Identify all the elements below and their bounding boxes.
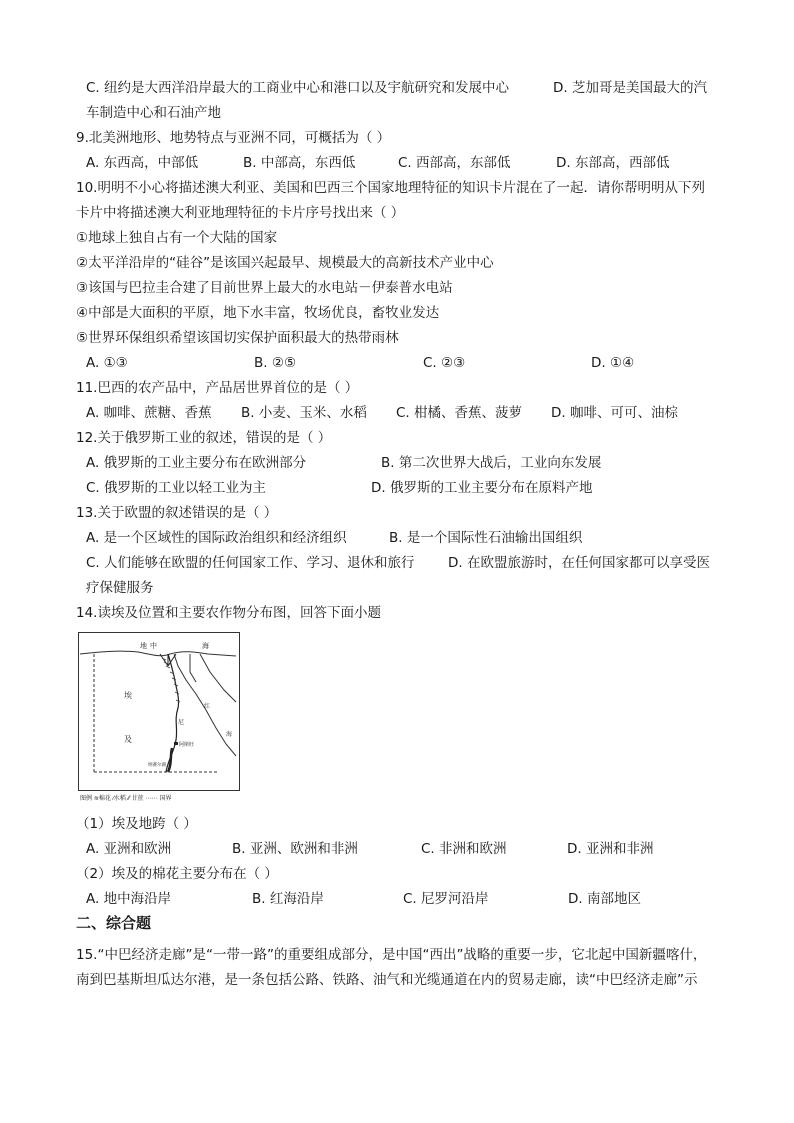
q10-card-2: ②太平洋沿岸的“硅谷”是该国兴起最早、规模最大的高新技术产业中心 <box>76 255 494 271</box>
q11-stem: 11.巴西的农产品中，产品居世界首位的是（ ） <box>76 380 359 396</box>
section-title-comprehensive: 二、综合题 <box>76 914 152 932</box>
map-label-aswan: 阿斯旺 <box>179 742 195 748</box>
q13-option-a: A. 是一个区域性的国际政治组织和经济组织 <box>86 530 347 546</box>
q14-sub1-option-b: B. 亚洲、欧洲和非洲 <box>232 841 358 857</box>
q10-card-4: ④中部是大面积的平原，地下水丰富，牧场优良，畜牧业发达 <box>76 305 440 321</box>
q14-sub2-option-d: D. 南部地区 <box>568 891 641 907</box>
q10-card-5: ⑤世界环保组织希望该国切实保护面积最大的热带雨林 <box>76 330 399 346</box>
q9-stem: 9.北美洲地形、地势特点与亚洲不同，可概括为（ ） <box>76 130 391 146</box>
map-label-egypt-2: 及 <box>124 735 132 744</box>
q14-sub2-option-a: A. 地中海沿岸 <box>86 891 172 907</box>
map-label-sea-1: 地 <box>140 642 147 650</box>
q14-sub1-stem: （1）埃及地跨（ ） <box>76 816 197 832</box>
q11-option-d: D. 咖啡、可可、油棕 <box>551 405 678 421</box>
q10-option-c: C. ②③ <box>423 355 466 371</box>
egypt-map <box>78 632 240 802</box>
q12-option-a: A. 俄罗斯的工业主要分布在欧洲部分 <box>86 455 307 471</box>
q11-option-b: B. 小麦、玉米、水稻 <box>241 405 367 421</box>
q10-card-1: ①地球上独自占有一个大陆的国家 <box>76 230 278 246</box>
q15-stem-line2: 南到巴基斯坦瓜达尔港，是一条包括公路、铁路、油气和光缆通道在内的贸易走廊，读“中巴经济走廊”示 <box>76 972 698 988</box>
q10-option-b: B. ②⑤ <box>254 355 297 371</box>
q14-sub2-option-c: C. 尼罗河沿岸 <box>403 891 489 907</box>
q12-option-c: C. 俄罗斯的工业以轻工业为主 <box>86 480 267 496</box>
q13-option-d: D. 在欧盟旅游时，在任何国家都可以享受医 <box>448 555 710 571</box>
map-label-egypt-1: 埃 <box>124 691 132 700</box>
q14-stem: 14.读埃及位置和主要农作物分布图，回答下面小题 <box>76 605 381 621</box>
q12-option-b: B. 第二次世界大战后，工业向东发展 <box>381 455 602 471</box>
q12-stem: 12.关于俄罗斯工业的叙述，错误的是（ ） <box>76 430 332 446</box>
q9-option-c: C. 西部高，东部低 <box>398 155 511 171</box>
q11-option-c: C. 柑橘、香蕉、菠萝 <box>396 405 523 421</box>
q13-stem: 13.关于欧盟的叙述错误的是（ ） <box>76 505 278 521</box>
q10-option-a: A. ①③ <box>86 355 128 371</box>
q10-option-d: D. ①④ <box>591 355 635 371</box>
q13-option-d-continued: 疗保健服务 <box>86 580 154 596</box>
q8-option-d: D. 芝加哥是美国最大的汽 <box>553 80 707 96</box>
q11-option-a: A. 咖啡、蔗糖、香蕉 <box>86 405 212 421</box>
q15-stem-line1: 15.“中巴经济走廊”是“一带一路”的重要组成部分，是中国“西出”战略的重要一步，它北起中国新疆喀什， <box>76 947 707 963</box>
q10-stem-line2: 卡片中将描述澳大利亚地理特征的卡片序号找出来（ ） <box>76 205 405 221</box>
q9-option-b: B. 中部高，东西低 <box>243 155 356 171</box>
map-label-red-sea-1: 红 <box>204 703 211 710</box>
q10-stem-line1: 10.明明不小心将描述澳大利亚、美国和巴西三个国家地理特征的知识卡片混在了一起．请你帮明明从下列 <box>76 180 705 196</box>
map-label-red-sea-2: 海 <box>226 731 233 738</box>
q14-sub2-stem: （2）埃及的棉花主要分布在（ ） <box>76 866 278 882</box>
map-label-river: 尼 <box>178 719 185 726</box>
q9-option-a: A. 东西高，中部低 <box>86 155 199 171</box>
aswan-dam-icon <box>174 742 178 745</box>
map-label-sea-2: 中 <box>150 642 157 650</box>
map-label-lake: 纳赛尔湖 <box>148 763 166 768</box>
q14-sub1-option-d: D. 亚洲和非洲 <box>567 841 654 857</box>
q10-card-3: ③该国与巴拉圭合建了目前世界上最大的水电站－伊泰普水电站 <box>76 280 453 296</box>
q14-sub2-option-b: B. 红海沿岸 <box>252 891 324 907</box>
q14-sub1-option-c: C. 非洲和欧洲 <box>421 841 507 857</box>
q13-option-c: C. 人们能够在欧盟的任何国家工作、学习、退休和旅行 <box>86 555 415 571</box>
q12-option-d: D. 俄罗斯的工业主要分布在原料产地 <box>371 480 593 496</box>
q13-option-b: B. 是一个国际性石油输出国组织 <box>389 530 583 546</box>
q8-option-c: C. 纽约是大西洋沿岸最大的工商业中心和港口以及宇航研究和发展中心 <box>86 80 510 96</box>
q14-sub1-option-a: A. 亚洲和欧洲 <box>86 841 172 857</box>
map-label-sea-3: 海 <box>202 642 209 650</box>
q8-option-d-continued: 车制造中心和石油产地 <box>86 105 221 121</box>
map-legend: 图例 ≋棉花 ⁄水稻 ⁄⁄ 甘蔗 ⋯⋯ 国界 <box>80 795 172 802</box>
q9-option-d: D. 东部高，西部低 <box>556 155 670 171</box>
